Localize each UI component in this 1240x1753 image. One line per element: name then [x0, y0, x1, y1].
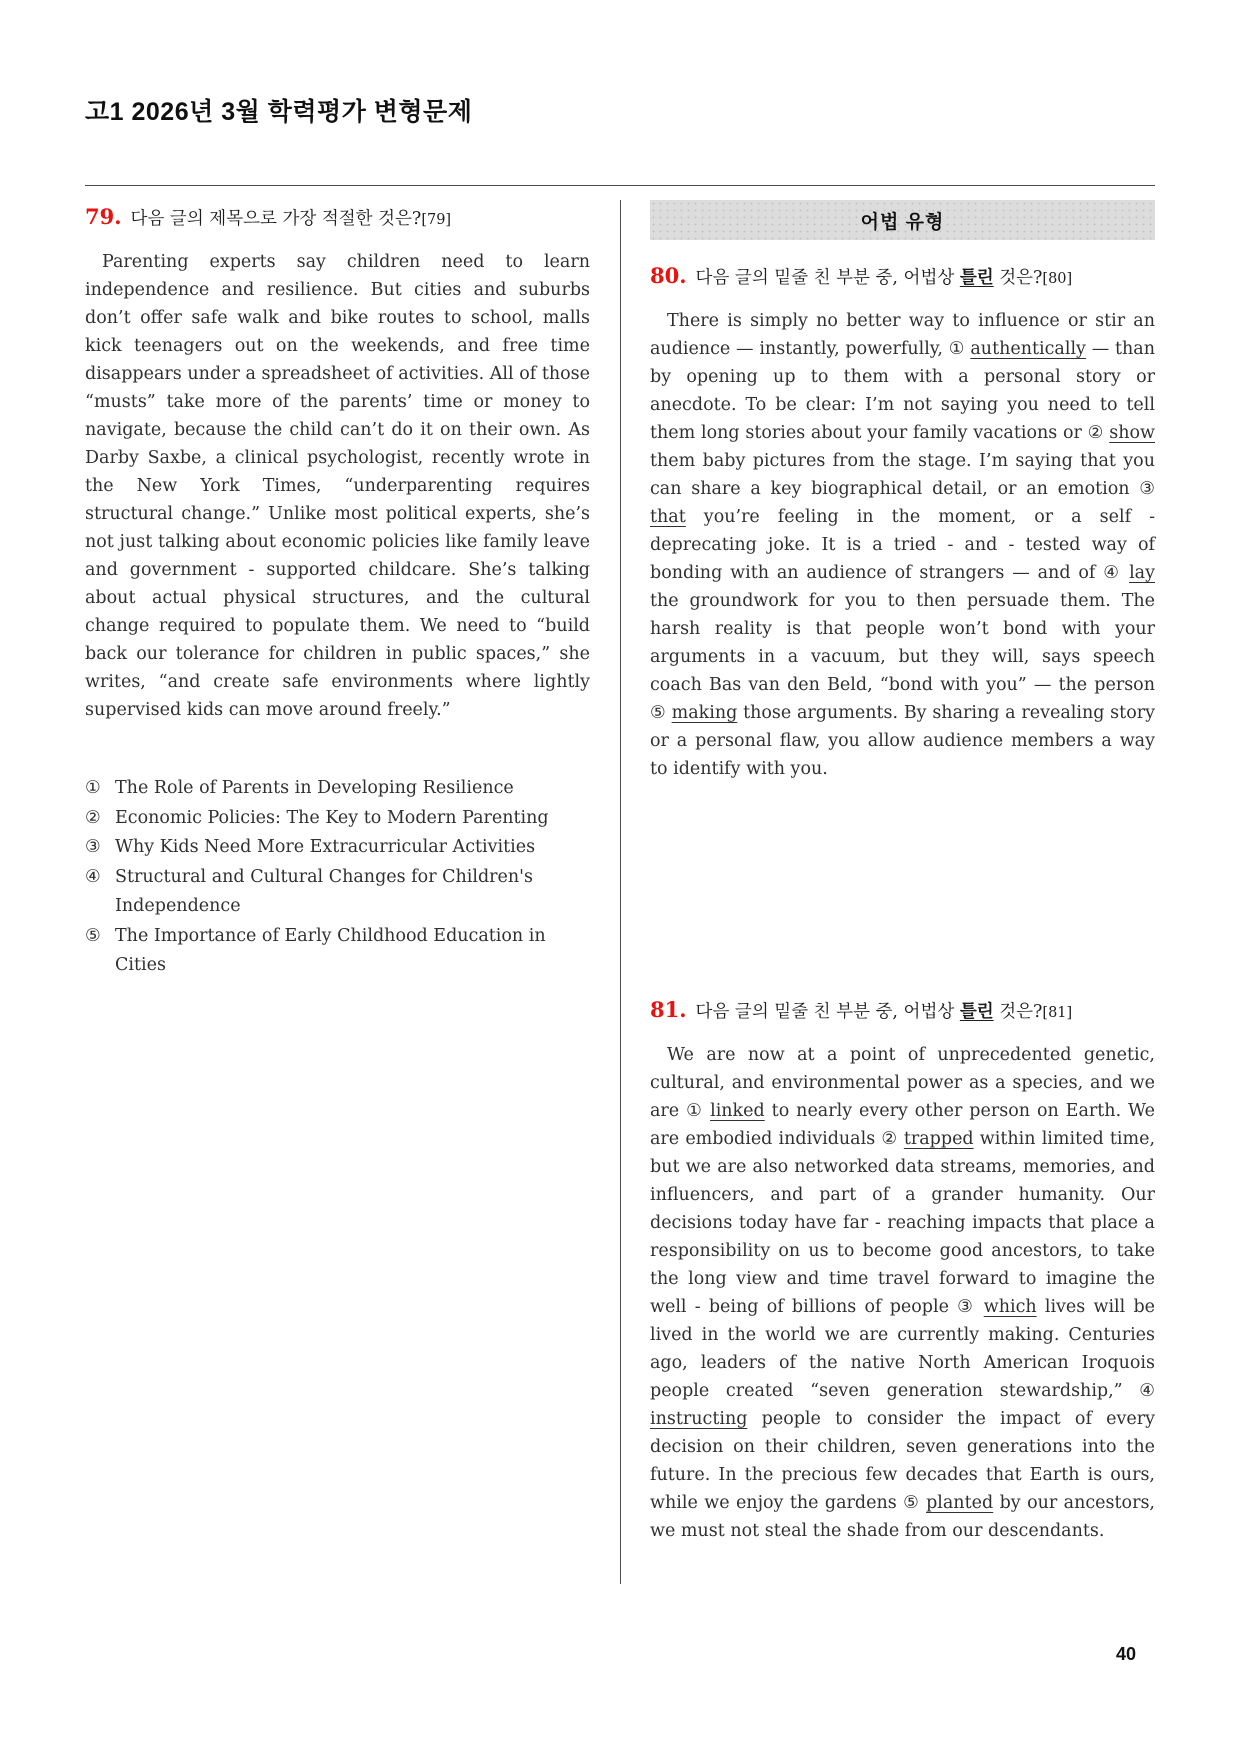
question-80-number: 80.: [650, 263, 687, 288]
option-3-marker: ③: [85, 837, 101, 857]
question-80-prompt-before: 다음 글의 밑줄 친 부분 중, 어법상: [695, 268, 960, 288]
question-79-passage: Parenting experts say children need to learn independence and resilience. But cities and suburbs don’t offer safe walk and bike routes to school, malls kick teenagers out on the weekends, and free time disappears under a spreadsheet of activities. All of those “musts” take more of the parents’ time or money to navigate, because the child can’t do it on their own. As Darby Saxbe, a clinical psychologist, recently wrote in the New York Times, “underparenting requires structural change.” Unlike most political experts, she’s not just talking about economic policies like family leave and government - supported childcare. She’s talking about actual physical structures, and the cultural change required to populate them. We need to “build back our tolerance for children in public spaces,” she writes, “and create safe environments where lightly supervised kids can move around freely.”: [85, 252, 590, 720]
option-4: [85, 863, 590, 922]
two-column-layout: [85, 192, 1155, 1584]
option-4-text: Structural and Cultural Changes for Children's Independence: [115, 866, 533, 916]
question-80-heading: [650, 261, 1155, 294]
question-79-options: [85, 774, 590, 981]
question-81-number: 81.: [650, 997, 687, 1022]
option-2: [85, 804, 590, 834]
right-column: [650, 192, 1155, 1584]
question-79-prompt: 다음 글의 제목으로 가장 적절한 것은?: [130, 209, 422, 229]
question-81-prompt-before: 다음 글의 밑줄 친 부분 중, 어법상: [695, 1002, 960, 1022]
question-81-ref: [81]: [1042, 1005, 1073, 1021]
question-81-prompt-after: 것은?: [993, 1002, 1043, 1022]
option-4-marker: ④: [85, 866, 101, 887]
option-1: [85, 774, 590, 804]
section-header-label: 어법 유형: [860, 211, 945, 233]
option-3-text: Why Kids Need More Extracurricular Activities: [115, 837, 536, 857]
header-rule: [85, 185, 1155, 186]
left-column: [85, 192, 590, 1584]
option-1-text: The Role of Parents in Developing Resilience: [115, 778, 514, 798]
question-81-prompt-emphasis: 틀린: [959, 1002, 994, 1022]
option-2-text: Economic Policies: The Key to Modern Parenting: [115, 807, 549, 828]
question-80-passage: There is simply no better way to influence or stir an audience — instantly, powerfully, ① authentically — than by opening up to them with a personal story or anecdote. To be clear: I’m not saying you need to tell them long stories about your family vacations or ② show them baby pictures from the stage. I’m saying that you can share a key biographical detail, or an emotion ③ that you’re feeling in the moment, or a self - deprecating joke. It is a tried - and - tested way of bonding with an audience of strangers — and of ④ lay the groundwork for you to then persuade them. The harsh reality is that people won’t bond with your arguments in a vacuum, but they will, says speech coach Bas van den Beld, “bond with you” — the person ⑤ making those arguments. By sharing a revealing story or a personal flaw, you allow audience members a way to identify with you.: [650, 311, 1155, 779]
question-80-ref: [80]: [1042, 271, 1073, 287]
question-79-heading: [85, 202, 590, 235]
option-1-marker: ①: [85, 778, 101, 798]
question-80-prompt-emphasis: 틀린: [959, 268, 994, 288]
page-number: 40: [1116, 1644, 1137, 1664]
question-79-number: 79.: [85, 204, 122, 229]
question-81-heading: [650, 995, 1155, 1028]
question-81-passage: We are now at a point of unprecedented genetic, cultural, and environmental power as a species, and we are ① linked to nearly every other person on Earth. We are embodied individuals ② trapped within limited time, but we are also networked data streams, memories, and influencers, and part of a grander humanity. Our decisions today have far - reaching impacts that place a responsibility on us to become good ancestors, to take the long view and time travel forward to imagine the well - being of billions of people ③ which lives will be lived in the world we are currently making. Centuries ago, leaders of the native North American Iroquois people created “seven generation stewardship,” ④ instructing people to consider the impact of every decision on their children, seven generations into the future. In the precious few decades that Earth is ours, while we enjoy the gardens ⑤ planted by our ancestors, we must not steal the shade from our descendants.: [650, 1045, 1156, 1541]
section-header-grammar: [650, 200, 1155, 240]
option-5-text: The Importance of Early Childhood Education in Cities: [115, 925, 546, 975]
option-3: [85, 833, 590, 863]
column-divider: [590, 192, 650, 1584]
option-5-marker: ⑤: [85, 925, 101, 946]
question-79-ref: [79]: [421, 212, 452, 228]
page-title: 고1 2026년 3월 학력평가 변형문제: [85, 98, 473, 126]
option-5: [85, 922, 590, 981]
question-80-prompt-after: 것은?: [993, 268, 1043, 288]
option-2-marker: ②: [85, 807, 101, 828]
